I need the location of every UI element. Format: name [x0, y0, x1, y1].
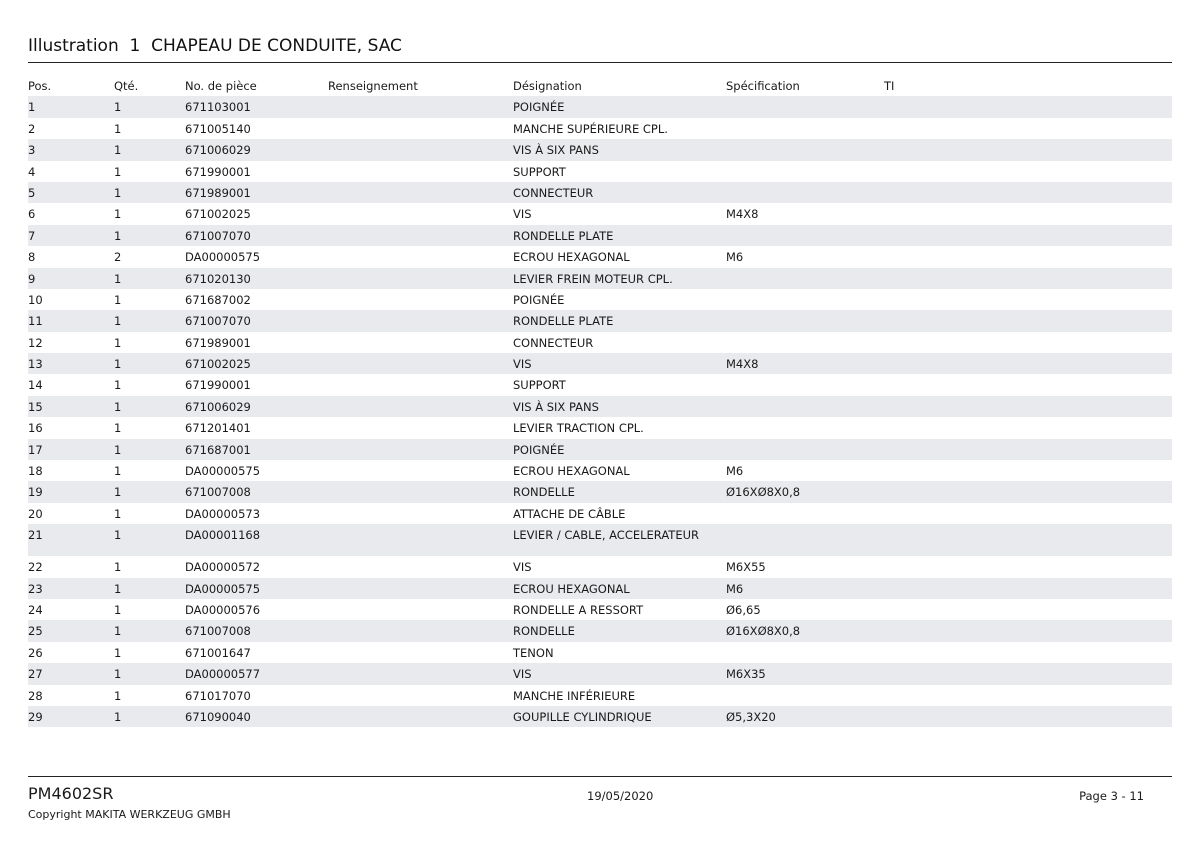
copyright-text: Copyright MAKITA WERKZEUG GMBH: [28, 808, 231, 821]
cell-part-number: 671017070: [185, 688, 251, 703]
table-row: [28, 182, 1172, 203]
cell-designation: CONNECTEUR: [513, 185, 594, 200]
cell-specification: Ø6,65: [726, 602, 761, 617]
cell-qty: 1: [114, 421, 122, 436]
cell-qty: 1: [114, 335, 122, 350]
cell-designation: ECROU HEXAGONAL: [513, 581, 630, 596]
cell-part-number: DA00000575: [185, 250, 261, 265]
table-row: [28, 310, 1172, 331]
cell-qty: 1: [114, 228, 122, 243]
cell-designation: SUPPORT: [513, 164, 566, 179]
cell-qty: 1: [114, 709, 122, 724]
cell-pos: 14: [28, 378, 43, 393]
cell-designation: POIGNÉE: [513, 100, 565, 115]
cell-pos: 3: [28, 143, 36, 158]
col-header-pos: Pos.: [28, 79, 52, 93]
cell-part-number: 671002025: [185, 357, 251, 372]
cell-pos: 16: [28, 421, 43, 436]
cell-designation: LEVIER FREIN MOTEUR CPL.: [513, 271, 673, 286]
cell-qty: 1: [114, 667, 122, 682]
cell-designation: ATTACHE DE CÂBLE: [513, 506, 626, 521]
cell-designation: ECROU HEXAGONAL: [513, 250, 630, 265]
cell-designation: VIS À SIX PANS: [513, 143, 599, 158]
cell-qty: 1: [114, 688, 122, 703]
page-title: Illustration 1 CHAPEAU DE CONDUITE, SAC: [28, 36, 402, 56]
table-row: [28, 706, 1172, 727]
table-row: [28, 481, 1172, 502]
cell-designation: POIGNÉE: [513, 442, 565, 457]
cell-pos: 29: [28, 709, 43, 724]
page-number: Page 3 - 11: [1079, 789, 1144, 803]
cell-qty: 1: [114, 271, 122, 286]
table-row: [28, 374, 1172, 395]
parts-table: [28, 75, 1172, 727]
cell-part-number: 671005140: [185, 121, 251, 136]
cell-part-number: 671687001: [185, 442, 251, 457]
cell-qty: 1: [114, 164, 122, 179]
cell-pos: 5: [28, 185, 36, 200]
cell-qty: 1: [114, 121, 122, 136]
cell-part-number: 671020130: [185, 271, 251, 286]
cell-part-number: 671007070: [185, 314, 251, 329]
cell-qty: 1: [114, 185, 122, 200]
cell-pos: 18: [28, 464, 43, 479]
cell-part-number: 671090040: [185, 709, 251, 724]
cell-designation: MANCHE SUPÉRIEURE CPL.: [513, 121, 668, 136]
table-row: [28, 353, 1172, 374]
cell-qty: 1: [114, 506, 122, 521]
table-row: [28, 417, 1172, 438]
cell-part-number: 671201401: [185, 421, 251, 436]
table-row: [28, 289, 1172, 310]
cell-pos: 26: [28, 645, 43, 660]
cell-designation: POIGNÉE: [513, 292, 565, 307]
cell-part-number: 671007008: [185, 485, 251, 500]
cell-designation: TENON: [513, 645, 554, 660]
table-row: [28, 524, 1172, 556]
col-header-qty: Qté.: [114, 79, 139, 93]
cell-designation: RONDELLE PLATE: [513, 228, 614, 243]
table-row: [28, 556, 1172, 577]
cell-qty: 1: [114, 581, 122, 596]
cell-designation: VIS: [513, 207, 532, 222]
table-row: [28, 503, 1172, 524]
cell-qty: 1: [114, 560, 122, 575]
cell-qty: 1: [114, 624, 122, 639]
cell-part-number: DA00000575: [185, 464, 261, 479]
cell-pos: 13: [28, 357, 43, 372]
table-row: [28, 332, 1172, 353]
cell-pos: 2: [28, 121, 36, 136]
col-header-part-number: No. de pièce: [185, 79, 257, 93]
cell-part-number: 671007070: [185, 228, 251, 243]
cell-part-number: 671002025: [185, 207, 251, 222]
cell-pos: 23: [28, 581, 43, 596]
cell-pos: 17: [28, 442, 43, 457]
cell-specification: M6: [726, 581, 744, 596]
cell-part-number: DA00001168: [185, 528, 261, 543]
cell-qty: 1: [114, 378, 122, 393]
cell-qty: 1: [114, 645, 122, 660]
cell-pos: 12: [28, 335, 43, 350]
cell-pos: 11: [28, 314, 43, 329]
cell-qty: 1: [114, 528, 122, 543]
table-row: [28, 620, 1172, 641]
cell-specification: M6X35: [726, 667, 766, 682]
cell-part-number: DA00000577: [185, 667, 261, 682]
table-row: [28, 685, 1172, 706]
cell-pos: 10: [28, 292, 43, 307]
cell-pos: 8: [28, 250, 36, 265]
footer-divider: [28, 776, 1172, 777]
cell-specification: M6: [726, 464, 744, 479]
table-row: [28, 139, 1172, 160]
table-row: [28, 268, 1172, 289]
model-number: PM4602SR: [28, 784, 114, 803]
cell-qty: 1: [114, 399, 122, 414]
cell-part-number: 671687002: [185, 292, 251, 307]
cell-qty: 1: [114, 602, 122, 617]
cell-part-number: 671006029: [185, 143, 251, 158]
cell-part-number: 671007008: [185, 624, 251, 639]
cell-designation: RONDELLE: [513, 485, 575, 500]
table-row: [28, 203, 1172, 224]
cell-part-number: DA00000576: [185, 602, 261, 617]
cell-designation: VIS: [513, 357, 532, 372]
cell-designation: CONNECTEUR: [513, 335, 594, 350]
cell-part-number: 671006029: [185, 399, 251, 414]
cell-specification: M6: [726, 250, 744, 265]
table-row: [28, 642, 1172, 663]
cell-designation: RONDELLE A RESSORT: [513, 602, 644, 617]
header-divider: [28, 62, 1172, 63]
table-body: [28, 96, 1172, 727]
col-header-ti: TI: [884, 79, 895, 93]
table-row: [28, 396, 1172, 417]
col-header-specification: Spécification: [726, 79, 800, 93]
cell-qty: 1: [114, 292, 122, 307]
cell-qty: 1: [114, 207, 122, 222]
cell-pos: 1: [28, 100, 36, 115]
cell-part-number: DA00000572: [185, 560, 261, 575]
cell-pos: 27: [28, 667, 43, 682]
cell-designation: RONDELLE PLATE: [513, 314, 614, 329]
cell-designation: RONDELLE: [513, 624, 575, 639]
table-row: [28, 578, 1172, 599]
table-row: [28, 599, 1172, 620]
cell-designation: GOUPILLE CYLINDRIQUE: [513, 709, 652, 724]
cell-specification: M6X55: [726, 560, 766, 575]
cell-designation: VIS À SIX PANS: [513, 399, 599, 414]
table-header-row: [28, 75, 1172, 96]
cell-qty: 1: [114, 143, 122, 158]
cell-pos: 9: [28, 271, 36, 286]
cell-qty: 1: [114, 314, 122, 329]
cell-pos: 7: [28, 228, 36, 243]
cell-specification: M4X8: [726, 357, 759, 372]
col-header-designation: Désignation: [513, 79, 582, 93]
cell-qty: 1: [114, 357, 122, 372]
cell-part-number: DA00000575: [185, 581, 261, 596]
cell-part-number: 671103001: [185, 100, 251, 115]
cell-specification: Ø16XØ8X0,8: [726, 624, 801, 639]
cell-pos: 22: [28, 560, 43, 575]
table-row: [28, 663, 1172, 684]
cell-pos: 6: [28, 207, 36, 222]
cell-part-number: 671001647: [185, 645, 251, 660]
cell-specification: Ø5,3X20: [726, 709, 776, 724]
col-header-info: Renseignement: [328, 79, 418, 93]
cell-part-number: 671990001: [185, 164, 251, 179]
cell-qty: 1: [114, 442, 122, 457]
table-row: [28, 439, 1172, 460]
cell-designation: LEVIER TRACTION CPL.: [513, 421, 644, 436]
cell-pos: 25: [28, 624, 43, 639]
cell-pos: 28: [28, 688, 43, 703]
document-date: 19/05/2020: [587, 789, 654, 803]
cell-qty: 1: [114, 100, 122, 115]
cell-pos: 24: [28, 602, 43, 617]
table-row: [28, 225, 1172, 246]
cell-pos: 20: [28, 506, 43, 521]
cell-designation: LEVIER / CABLE, ACCELERATEUR: [513, 528, 700, 543]
cell-designation: MANCHE INFÉRIEURE: [513, 688, 636, 703]
table-row: [28, 161, 1172, 182]
cell-pos: 19: [28, 485, 43, 500]
cell-pos: 4: [28, 164, 36, 179]
cell-designation: VIS: [513, 667, 532, 682]
cell-part-number: 671990001: [185, 378, 251, 393]
cell-designation: SUPPORT: [513, 378, 566, 393]
cell-pos: 15: [28, 399, 43, 414]
cell-part-number: DA00000573: [185, 506, 261, 521]
cell-part-number: 671989001: [185, 335, 251, 350]
table-row: [28, 96, 1172, 117]
table-row: [28, 118, 1172, 139]
cell-designation: VIS: [513, 560, 532, 575]
cell-part-number: 671989001: [185, 185, 251, 200]
cell-qty: 1: [114, 485, 122, 500]
cell-qty: 2: [114, 250, 122, 265]
cell-designation: ECROU HEXAGONAL: [513, 464, 630, 479]
cell-specification: M4X8: [726, 207, 759, 222]
cell-qty: 1: [114, 464, 122, 479]
cell-specification: Ø16XØ8X0,8: [726, 485, 801, 500]
table-row: [28, 460, 1172, 481]
table-row: [28, 246, 1172, 267]
cell-pos: 21: [28, 528, 43, 543]
